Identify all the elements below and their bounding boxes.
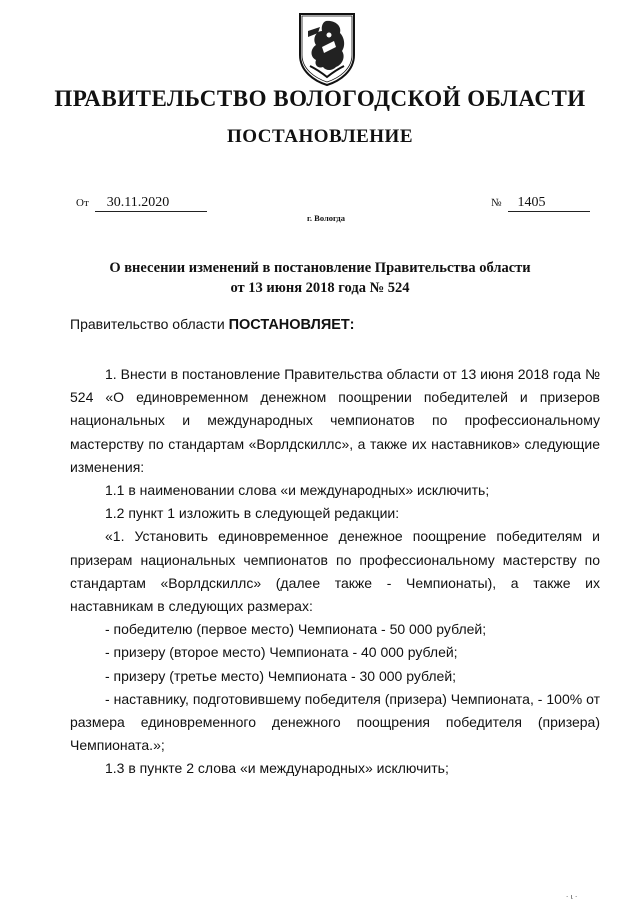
government-title: ПРАВИТЕЛЬСТВО ВОЛОГОДСКОЙ ОБЛАСТИ bbox=[54, 86, 586, 111]
date-field bbox=[76, 194, 207, 212]
list-item-mentor: - наставнику, подготовившему победителя (призера) Чемпионата, - 100% от размера единовременного денежного поощрения победителя (призера) Чемпионата.»; bbox=[70, 690, 600, 754]
paragraph-1: 1. Внести в постановление Правительства области от 13 июня 2018 года № 524 «О единовременном денежном поощрении победителей и призеров национальных и международных чемпионатов по профессиональному мастерству по стандартам «Ворлдскиллс», а также их наставников» следующие изменения: bbox=[70, 366, 600, 475]
subject-line-1: О внесении изменений в постановление Правительства области bbox=[109, 260, 531, 276]
paragraph-new-point-1: «1. Установить единовременное денежное поощрение победителям и призерам национальных чемпионатов по профессиональному мастерству по стандартам «Ворлдскиллс» (далее также - Чемпионаты), а также их наставникам в следующих размерах: bbox=[70, 528, 600, 615]
document-type-heading: ПОСТАНОВЛЕНИЕ bbox=[226, 126, 414, 147]
subject-line-2: от 13 июня 2018 года № 524 bbox=[230, 280, 410, 296]
document-subject bbox=[60, 258, 580, 298]
coat-of-arms-icon bbox=[296, 11, 358, 87]
paragraph-1-3: 1.3 в пункте 2 слова «и международных» исключить; bbox=[105, 760, 449, 777]
preamble bbox=[70, 314, 600, 335]
preamble-resolves: ПОСТАНОВЛЯЕТ: bbox=[228, 317, 355, 333]
list-item-third-place: - призеру (третье место) Чемпионата - 30 000 рублей; bbox=[105, 667, 457, 684]
list-item-second-place: - призеру (второе место) Чемпионата - 40 000 рублей; bbox=[105, 644, 458, 661]
city-label: г. Вологда bbox=[307, 213, 345, 223]
page-mark: · ι · bbox=[566, 893, 578, 901]
paragraph-1-2: 1.2 пункт 1 изложить в следующей редакции: bbox=[105, 505, 400, 522]
list-item-first-place: - победителю (первое место) Чемпионата - 50 000 рублей; bbox=[105, 621, 487, 638]
date-value: 30.11.2020 bbox=[95, 195, 207, 212]
number-field bbox=[491, 194, 590, 212]
document-body bbox=[70, 314, 600, 781]
preamble-text: Правительство области bbox=[70, 316, 229, 332]
number-value: 1405 bbox=[508, 195, 590, 212]
date-label: От bbox=[76, 197, 89, 209]
paragraph-1-1: 1.1 в наименовании слова «и международных» исключить; bbox=[105, 482, 490, 499]
number-label: № bbox=[491, 197, 502, 209]
